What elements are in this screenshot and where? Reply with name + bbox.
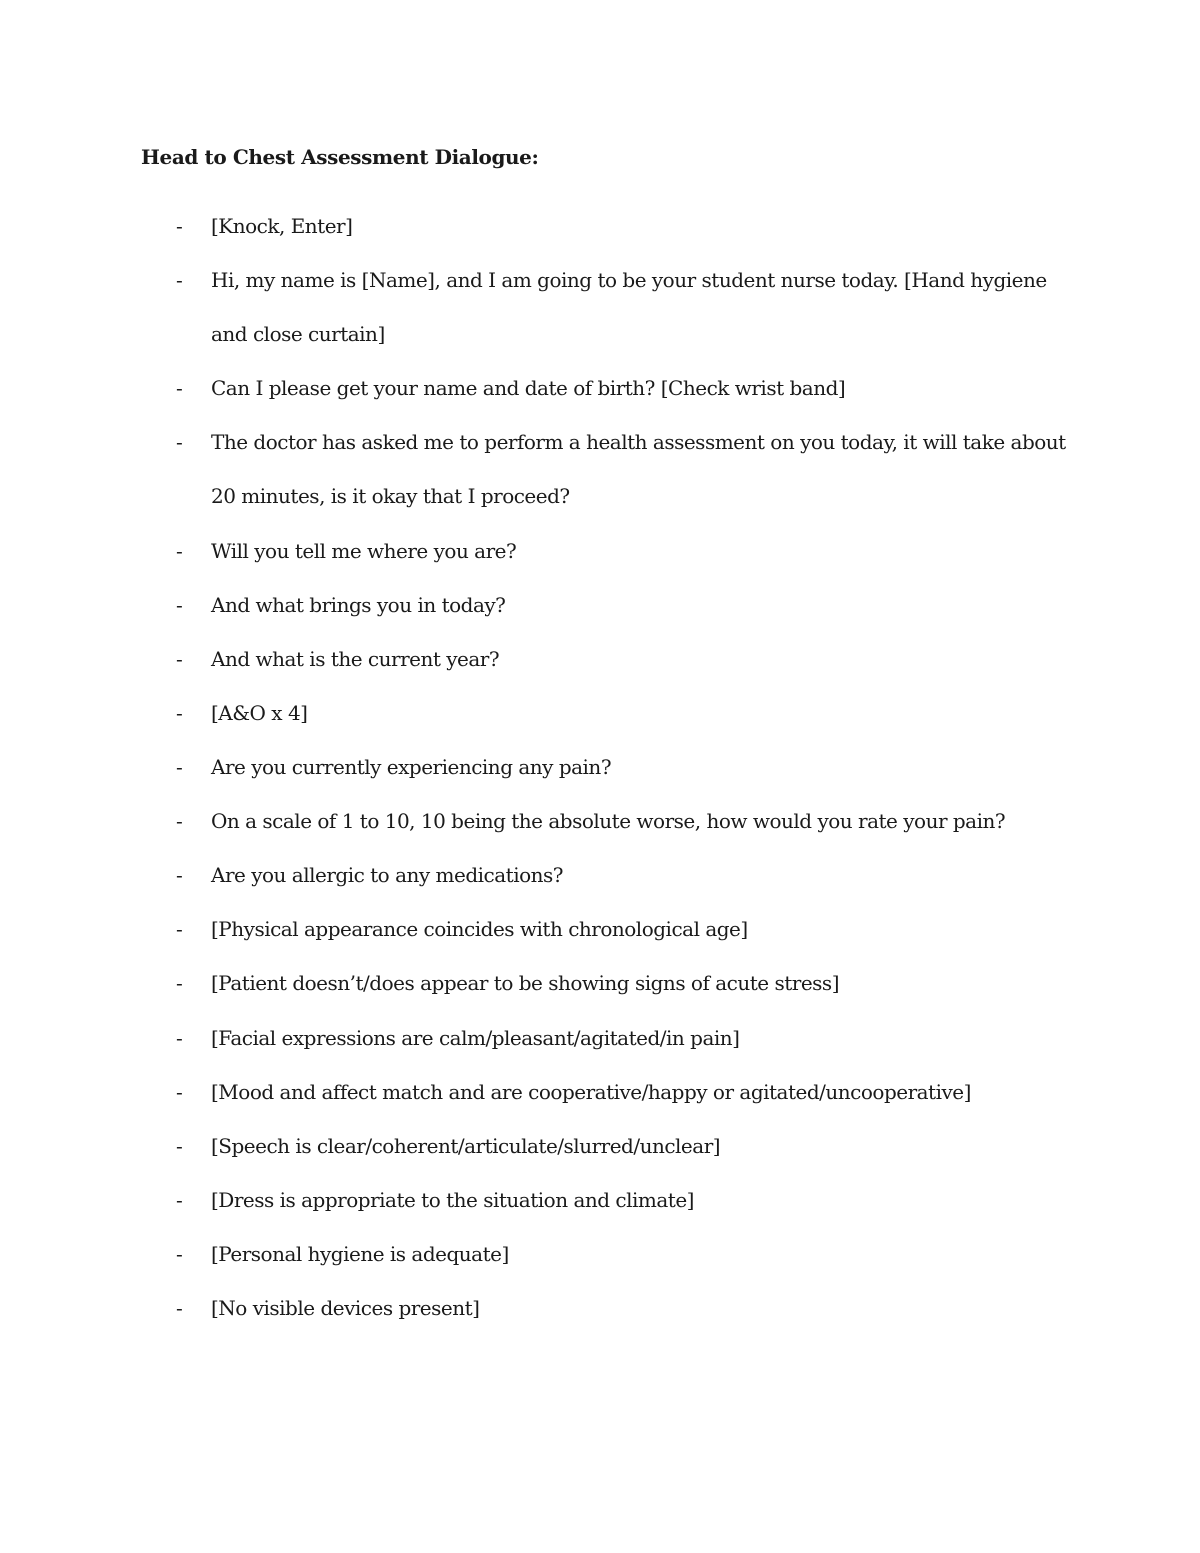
list-item — [0, 1292, 1200, 1324]
list-item — [0, 210, 1200, 242]
list-item — [0, 751, 1200, 783]
list-item — [0, 426, 1200, 508]
list-item — [0, 1238, 1200, 1270]
list-item — [0, 643, 1200, 675]
list-item — [0, 372, 1200, 404]
list-bullet: - — [176, 1026, 183, 1050]
list-item-text: Are you currently experiencing any pain? — [211, 755, 612, 779]
list-item-text: [Dress is appropriate to the situation and climate] — [211, 1188, 694, 1212]
list-item-text: Can I please get your name and date of birth? [Check wrist band] — [211, 376, 846, 400]
list-item-text: Are you allergic to any medications? — [211, 863, 564, 887]
list-item-text: [Patient doesn’t/does appear to be showing signs of acute stress] — [211, 971, 839, 995]
list-item — [0, 264, 1200, 346]
list-item-text: [Knock, Enter] — [211, 214, 353, 238]
document-title: Head to Chest Assessment Dialogue: — [141, 145, 539, 169]
list-item-text: And what is the current year? — [211, 647, 500, 671]
list-bullet: - — [176, 971, 183, 995]
list-bullet: - — [176, 539, 183, 563]
list-bullet: - — [176, 268, 183, 292]
list-bullet: - — [176, 1080, 183, 1104]
list-bullet: - — [176, 809, 183, 833]
list-item — [0, 1130, 1200, 1162]
list-item-text: The doctor has asked me to perform a health assessment on you today, it will take about — [211, 430, 1066, 454]
list-item-text: [Personal hygiene is adequate] — [211, 1242, 509, 1266]
list-item-text: Hi, my name is [Name], and I am going to be your student nurse today. [Hand hygiene — [211, 268, 1047, 292]
list-item — [0, 913, 1200, 945]
list-item-text: And what brings you in today? — [211, 593, 506, 617]
list-bullet: - — [176, 863, 183, 887]
list-item-text-continued: 20 minutes, is it okay that I proceed? — [211, 484, 570, 508]
list-item-text: [Facial expressions are calm/pleasant/agitated/in pain] — [211, 1026, 740, 1050]
list-bullet: - — [176, 214, 183, 238]
list-item — [0, 697, 1200, 729]
list-item — [0, 535, 1200, 567]
list-item-text: [Physical appearance coincides with chronological age] — [211, 917, 748, 941]
list-bullet: - — [176, 1296, 183, 1320]
list-bullet: - — [176, 1188, 183, 1212]
list-bullet: - — [176, 701, 183, 725]
list-item — [0, 859, 1200, 891]
list-item-text-continued: and close curtain] — [211, 322, 385, 346]
list-bullet: - — [176, 1134, 183, 1158]
list-item-text: Will you tell me where you are? — [211, 539, 517, 563]
list-bullet: - — [176, 430, 183, 454]
list-bullet: - — [176, 376, 183, 400]
list-item — [0, 589, 1200, 621]
list-bullet: - — [176, 917, 183, 941]
list-item — [0, 967, 1200, 999]
list-item-text: [A&O x 4] — [211, 701, 308, 725]
list-item — [0, 1076, 1200, 1108]
list-bullet: - — [176, 1242, 183, 1266]
list-item-text: On a scale of 1 to 10, 10 being the absolute worse, how would you rate your pain? — [211, 809, 1006, 833]
list-bullet: - — [176, 755, 183, 779]
list-item — [0, 1184, 1200, 1216]
list-bullet: - — [176, 593, 183, 617]
list-item-text: [Speech is clear/coherent/articulate/slurred/unclear] — [211, 1134, 721, 1158]
list-item — [0, 1022, 1200, 1054]
list-bullet: - — [176, 647, 183, 671]
list-item-text: [No visible devices present] — [211, 1296, 480, 1320]
list-item — [0, 805, 1200, 837]
list-item-text: [Mood and affect match and are cooperative/happy or agitated/uncooperative] — [211, 1080, 971, 1104]
